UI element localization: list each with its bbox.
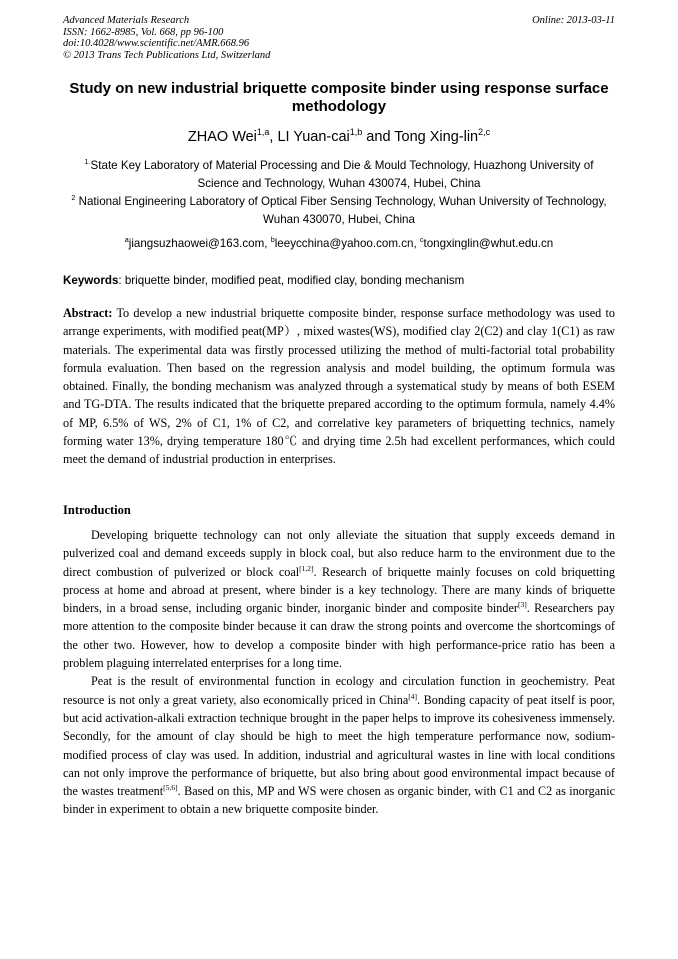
email-mark: a [124,235,129,245]
text-run: . Based on this, MP and WS were chosen as organic binder, with C1 and C2 as inorganic binder in experiment to obtain a new briquette composite binder. [63,784,615,817]
author-name: LI Yuan-cai [277,129,350,145]
citation[interactable]: [3] [517,600,527,610]
text-run: . Research of briquette mainly focuses on cold briquetting process at home and abroad at present, where binder is a key technology. There are many kinds of briquette binders, in a broad sense, including organic binder, inorganic binder and composite binder [63,564,616,616]
keywords-label: Keywords [63,274,119,287]
affiliation-2 [63,193,615,229]
author-affiliation-mark: 1,b [349,127,363,138]
email-separator: , [264,237,271,250]
email-link[interactable]: tongxinglin@whut.edu.cn [423,237,554,250]
paragraph [63,672,615,818]
journal-name: Advanced Materials Research [63,15,190,26]
section-heading-introduction: Introduction [63,503,131,517]
paper-title: Study on new industrial briquette composite binder using response surface methodology [69,80,609,115]
author-separator: , [269,129,278,145]
citation[interactable]: [5,6] [163,783,178,793]
text-run: Developing briquette technology can not only alleviate the situation that supply exceeds demand in pulverized coal and demand exceeds supply in block coal, but also reduce harm to the environment due to the direct combustion of pulverized or block coal [63,528,615,579]
text-run: Peat is the result of environmental function in ecology and circulation function in geochemistry. Peat resource is not only a great variety, also economically priced in China [63,674,615,707]
abstract-text: To develop a new industrial briquette composite binder, response surface methodology was used to arrange experiments, with modified peat(MP）, mixed wastes(WS), modified clay 2(C2) and clay 1(C1) as raw materials. The experimental data was firstly processed utilizing the method of multi-factorial total probability formula evaluation. Then based on the regression analysis and model building, the optimum formula was obtained. Finally, the bonding mechanism was analyzed through a systematical study by means of both ESEM and TG-DTA. The results indicated that the briquette prepared according to the optimum formula, namely 4.4% of MP, 6.5% of WS, 2% of C1, 1% of C2, and correlative key parameters of briquetting technics, namely forming water 13%, drying temperature 180℃ and drying time 2.5h had excellent performances, which could meet the demand of industrial production in enterprises. [63,306,615,467]
issn: ISSN: 1662-8985, Vol. 668, pp 96-100 [63,26,224,38]
journal-header [63,15,615,61]
citation[interactable]: [4] [408,691,418,701]
email-link[interactable]: leeycchina@yahoo.com.cn [274,237,414,250]
affiliation-text: State Key Laboratory of Material Processing and Die & Mould Technology, Huazhong University of Science and Technology, Wuhan 430074, Hubei, China [90,159,594,190]
affiliation-text: National Engineering Laboratory of Optical Fiber Sensing Technology, Wuhan University of Technology, Wuhan 430070, Hubei, China [75,195,607,226]
affiliation-1 [63,157,615,193]
text-run: . Bonding capacity of peat itself is poor, but acid activation-alkali extraction technique brought in the paper helps to improve its cohesiveness immensely. Secondly, for the amount of clay should be high to meet the high temperature performance now, sodium-modified process of clay was used. In addition, industrial and agricultural wastes in line with local conditions can not only improve the performance of briquette, but also bring about good environmental impact because of the wastes treatment [63,692,615,799]
email-mark: c [419,235,424,245]
author-affiliation-mark: 2,c [478,127,491,138]
affiliation-mark: 2 [71,193,76,203]
email-mark: b [270,235,275,245]
paragraph [63,526,615,672]
citation[interactable]: [1,2] [299,563,314,573]
email-link[interactable]: jiangsuzhaowei@163.com [128,237,265,250]
doi: doi:10.4028/www.scientific.net/AMR.668.96 [63,38,250,49]
online-date: Online: 2013-03-11 [532,15,615,26]
affiliation-mark: 1. [84,157,91,167]
keywords-text: : briquette binder, modified peat, modified clay, bonding mechanism [118,274,465,287]
abstract [63,304,615,469]
abstract-label: Abstract: [63,306,113,320]
author-affiliation-mark: 1,a [256,127,270,138]
email-separator: , [413,237,420,250]
author-emails [63,236,615,252]
introduction-body [63,526,615,819]
author-name: Tong Xing-lin [394,129,479,145]
keywords [63,273,615,289]
authors-line [63,128,615,146]
text-run: . Researchers pay more attention to the composite binder because it can draw the strong points and overcome the shortcomings of the other two. However, how to develop a composite binder with high performance-price ratio has been a problem plaguing interrelated enterprises for a long time. [63,601,615,671]
copyright: © 2013 Trans Tech Publications Ltd, Switzerland [63,49,271,61]
author-name: ZHAO Wei [187,129,257,145]
author-separator: and [362,129,395,145]
